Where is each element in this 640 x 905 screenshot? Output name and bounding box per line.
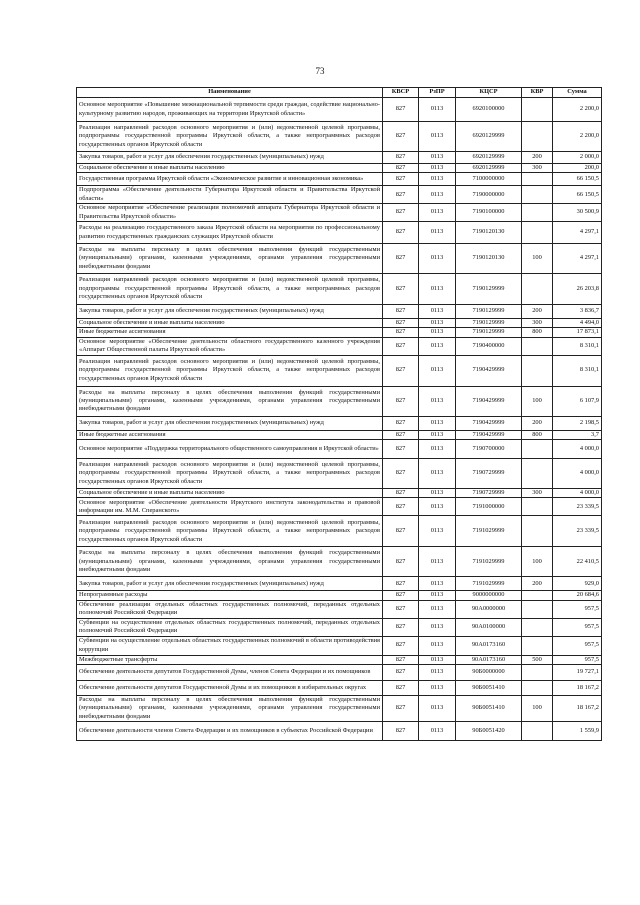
row-name: Основное мероприятие «Обеспечение реализации полномочий аппарата Губернатора Иркутской области и Правительства Иркутской области» [77,204,383,222]
row-kvr: 300 [522,164,553,173]
row-kvsr: 827 [383,152,419,164]
row-name: Межбюджетные трансферты [77,655,383,664]
row-kvr: 200 [522,305,553,319]
row-sum: 8 310,1 [553,337,602,355]
row-rzpr: 0113 [419,328,456,337]
row-kvsr: 827 [383,489,419,498]
row-kcsr: 7190129999 [456,274,522,305]
table-row [77,355,602,386]
row-rzpr: 0113 [419,386,456,416]
row-kvr: 800 [522,328,553,337]
header-rzpr: РзПР [419,88,456,98]
row-rzpr: 0113 [419,591,456,600]
row-sum: 1 559,9 [553,722,602,741]
row-kvr: 100 [522,244,553,274]
row-name: Расходы на выплаты персоналу в целях обеспечения выполнения функций государственными (муниципальными) органами, казенными учреждениями, органами управления государственными внебюджетными фондами [77,244,383,274]
row-rzpr: 0113 [419,680,456,695]
row-sum: 4 297,1 [553,244,602,274]
row-kvr: 300 [522,319,553,328]
row-kvsr: 827 [383,547,419,577]
row-kcsr: 7100000000 [456,173,522,186]
row-kvsr: 827 [383,430,419,439]
row-kcsr: 90А0100000 [456,618,522,636]
row-kvr [522,440,553,459]
row-sum: 4 000,0 [553,440,602,459]
row-name: Расходы на выплаты персоналу в целях обеспечения выполнения функций государственными (муниципальными) органами, казенными учреждениями, органами управления государственными внебюджетными фондами [77,695,383,721]
row-name: Закупка товаров, работ и услуг для обеспечения государственных (муниципальных) нужд [77,152,383,164]
row-kvsr: 827 [383,173,419,186]
row-kvsr: 827 [383,498,419,516]
table-row [77,680,602,695]
row-name: Государственная программа Иркутской области «Экономическое развитие и инновационная экономика» [77,173,383,186]
row-kvsr: 827 [383,98,419,122]
row-kvsr: 827 [383,186,419,204]
row-kcsr: 9000000000 [456,591,522,600]
row-rzpr: 0113 [419,664,456,680]
row-kcsr: 90Б0000000 [456,664,522,680]
row-kvsr: 827 [383,274,419,305]
row-kcsr: 7190129999 [456,305,522,319]
table-row [77,618,602,636]
row-name: Субвенции на осуществление отдельных областных государственных полномочий, переданных отдельных полномочий Российской Федерации [77,618,383,636]
page-number: 73 [315,66,325,76]
table-row [77,498,602,516]
row-kvr [522,122,553,152]
table-row [77,328,602,337]
row-name: Основное мероприятие «Поддержка территориального общественного самоуправления в Иркутской области» [77,440,383,459]
row-name: Реализация направлений расходов основного мероприятия и (или) ведомственной целевой программы, подпрограммы государственной программы Иркутской области, а также непрограммных расходов государственных органов Иркутской области [77,122,383,152]
table-row [77,459,602,489]
row-kvsr: 827 [383,680,419,695]
row-rzpr: 0113 [419,695,456,721]
row-sum: 20 684,6 [553,591,602,600]
row-name: Реализация направлений расходов основного мероприятия и (или) ведомственной целевой программы, подпрограммы государственной программы Иркутской области, а также непрограммных расходов государственных органов Иркутской области [77,355,383,386]
row-kcsr: 7190100000 [456,204,522,222]
row-name: Основное мероприятие «Обеспечение деятельности Иркутского института законодательства и правовой информации им. М.М. Сперанского» [77,498,383,516]
row-rzpr: 0113 [419,122,456,152]
row-kvsr: 827 [383,222,419,244]
row-name: Основное мероприятие «Обеспечение деятельности областного государственного казенного учреждения «Аппарат Общественной палаты Иркутской области» [77,337,383,355]
row-kcsr: 7190729999 [456,459,522,489]
row-rzpr: 0113 [419,459,456,489]
row-kvr [522,222,553,244]
row-rzpr: 0113 [419,186,456,204]
row-kvsr: 827 [383,459,419,489]
table-row [77,600,602,618]
table-row [77,244,602,274]
row-rzpr: 0113 [419,152,456,164]
row-kvsr: 827 [383,244,419,274]
row-kcsr: 7191029999 [456,516,522,547]
table-row [77,655,602,664]
row-rzpr: 0113 [419,164,456,173]
row-kvr [522,664,553,680]
row-sum: 2 200,0 [553,98,602,122]
row-kcsr: 6920129999 [456,164,522,173]
row-sum: 3 836,7 [553,305,602,319]
row-kvsr: 827 [383,328,419,337]
row-kcsr: 7190429999 [456,416,522,430]
row-name: Социальное обеспечение и иные выплаты населению [77,319,383,328]
row-kvr [522,516,553,547]
row-kcsr: 7191029999 [456,577,522,591]
row-sum: 2 200,0 [553,122,602,152]
row-kvsr: 827 [383,695,419,721]
row-rzpr: 0113 [419,319,456,328]
row-name: Реализация направлений расходов основного мероприятия и (или) ведомственной целевой программы, подпрограммы государственной программы Иркутской области, а также непрограммных расходов государственных органов Иркутской области [77,459,383,489]
table-row [77,337,602,355]
row-sum: 17 873,1 [553,328,602,337]
row-name: Расходы на реализацию государственного заказа Иркутской области на мероприятия по профессиональному развитию государственных гражданских служащих Иркутской области [77,222,383,244]
row-rzpr: 0113 [419,274,456,305]
row-name: Обеспечение деятельности членов Совета Федерации и их помощников в субъектах Российской Федерации [77,722,383,741]
row-kcsr: 7190000000 [456,186,522,204]
row-kvr: 200 [522,577,553,591]
row-rzpr: 0113 [419,305,456,319]
row-kvsr: 827 [383,355,419,386]
table-row [77,516,602,547]
row-sum: 23 339,5 [553,516,602,547]
row-kvsr: 827 [383,164,419,173]
row-kvr: 500 [522,655,553,664]
table-row [77,489,602,498]
row-kvr [522,498,553,516]
row-kvsr: 827 [383,319,419,328]
table-row [77,695,602,721]
row-kcsr: 90Б0051420 [456,722,522,741]
table-row [77,186,602,204]
row-kvsr: 827 [383,600,419,618]
table-row [77,636,602,655]
row-sum: 22 410,5 [553,547,602,577]
row-kvsr: 827 [383,440,419,459]
table-row [77,722,602,741]
header-kvsr: КВСР [383,88,419,98]
row-sum: 4 000,0 [553,459,602,489]
row-sum: 18 167,2 [553,680,602,695]
row-rzpr: 0113 [419,222,456,244]
row-name: Расходы на выплаты персоналу в целях обеспечения выполнения функций государственными (муниципальными) органами, казенными учреждениями, органами управления государственными внебюджетными фондами [77,386,383,416]
table-row [77,416,602,430]
row-kvsr: 827 [383,337,419,355]
row-kvsr: 827 [383,416,419,430]
row-kcsr: 6920129999 [456,122,522,152]
row-kvsr: 827 [383,516,419,547]
row-kvr [522,98,553,122]
row-kvr: 100 [522,386,553,416]
row-kcsr: 7190129999 [456,328,522,337]
row-sum: 19 727,1 [553,664,602,680]
row-kcsr: 6920129999 [456,152,522,164]
row-sum: 30 500,9 [553,204,602,222]
table-body [77,98,602,741]
table-row [77,440,602,459]
row-rzpr: 0113 [419,600,456,618]
table-row [77,204,602,222]
row-rzpr: 0113 [419,173,456,186]
row-sum: 4 000,0 [553,489,602,498]
header-name: Наименование [77,88,383,98]
row-kcsr: 7190129999 [456,319,522,328]
row-name: Закупка товаров, работ и услуг для обеспечения государственных (муниципальных) нужд [77,305,383,319]
table-row [77,591,602,600]
row-kvr: 100 [522,547,553,577]
table-header-row [77,88,602,98]
table-row [77,222,602,244]
row-rzpr: 0113 [419,636,456,655]
row-kcsr: 7190429999 [456,430,522,439]
table-row [77,274,602,305]
row-rzpr: 0113 [419,722,456,741]
row-kvsr: 827 [383,636,419,655]
row-kvsr: 827 [383,722,419,741]
row-sum: 957,5 [553,655,602,664]
row-kvr [522,355,553,386]
row-rzpr: 0113 [419,655,456,664]
row-sum: 26 203,8 [553,274,602,305]
header-kcsr: КЦСР [456,88,522,98]
row-sum: 957,5 [553,618,602,636]
row-kvr [522,337,553,355]
row-kvr [522,722,553,741]
row-kcsr: 90А0000000 [456,600,522,618]
row-rzpr: 0113 [419,440,456,459]
row-sum: 2 198,5 [553,416,602,430]
table-row [77,305,602,319]
row-sum: 929,0 [553,577,602,591]
row-kvr [522,186,553,204]
row-sum: 957,5 [553,600,602,618]
row-kvr: 800 [522,430,553,439]
row-kvr [522,459,553,489]
table-row [77,577,602,591]
row-rzpr: 0113 [419,547,456,577]
row-rzpr: 0113 [419,416,456,430]
row-name: Подпрограмма «Обеспечение деятельности Губернатора Иркутской области и Правительства Иркутской области» [77,186,383,204]
row-kvr: 200 [522,152,553,164]
row-kvr [522,618,553,636]
row-rzpr: 0113 [419,577,456,591]
row-kcsr: 7190120130 [456,244,522,274]
row-sum: 4 297,1 [553,222,602,244]
row-kcsr: 7190429999 [456,355,522,386]
row-name: Реализация направлений расходов основного мероприятия и (или) ведомственной целевой программы, подпрограммы государственной программы Иркутской области, а также непрограммных расходов государственных органов Иркутской области [77,516,383,547]
row-rzpr: 0113 [419,489,456,498]
row-name: Непрограммные расходы [77,591,383,600]
row-name: Обеспечение деятельности депутатов Государственной Думы, членов Совета Федерации и их помощников [77,664,383,680]
row-kvsr: 827 [383,664,419,680]
row-sum: 200,0 [553,164,602,173]
row-rzpr: 0113 [419,516,456,547]
table-row [77,173,602,186]
row-name: Субвенции на осуществление отдельных областных государственных полномочий в области противодействия коррупции [77,636,383,655]
row-sum: 2 000,0 [553,152,602,164]
row-name: Иные бюджетные ассигнования [77,328,383,337]
row-kcsr: 7190729999 [456,489,522,498]
row-kvr [522,680,553,695]
row-rzpr: 0113 [419,355,456,386]
row-sum: 18 167,2 [553,695,602,721]
row-kcsr: 7190700000 [456,440,522,459]
row-name: Социальное обеспечение и иные выплаты населению [77,164,383,173]
budget-table [76,87,602,741]
row-rzpr: 0113 [419,618,456,636]
row-kcsr: 7191000000 [456,498,522,516]
table-row [77,430,602,439]
row-kvsr: 827 [383,204,419,222]
row-name: Иные бюджетные ассигнования [77,430,383,439]
row-sum: 6 107,9 [553,386,602,416]
row-kvsr: 827 [383,122,419,152]
row-name: Социальное обеспечение и иные выплаты населению [77,489,383,498]
row-kvr: 100 [522,695,553,721]
row-kvsr: 827 [383,618,419,636]
row-kvr: 300 [522,489,553,498]
row-kvr: 200 [522,416,553,430]
row-kvr [522,204,553,222]
row-sum: 957,5 [553,636,602,655]
row-kcsr: 7190400000 [456,337,522,355]
row-kcsr: 90Б0051410 [456,680,522,695]
row-sum: 3,7 [553,430,602,439]
table-row [77,547,602,577]
row-kcsr: 6920100000 [456,98,522,122]
row-sum: 66 150,5 [553,173,602,186]
row-name: Закупка товаров, работ и услуг для обеспечения государственных (муниципальных) нужд [77,416,383,430]
row-kcsr: 90А0173160 [456,636,522,655]
row-rzpr: 0113 [419,498,456,516]
row-sum: 66 150,5 [553,186,602,204]
row-name: Реализация направлений расходов основного мероприятия и (или) ведомственной целевой программы, подпрограммы государственной программы Иркутской области, а также непрограммных расходов государственных органов Иркутской области [77,274,383,305]
table-row [77,319,602,328]
row-kvsr: 827 [383,655,419,664]
row-sum: 4 494,0 [553,319,602,328]
row-kcsr: 90А0173160 [456,655,522,664]
row-kvr [522,636,553,655]
row-kcsr: 7190120130 [456,222,522,244]
row-kvr [522,600,553,618]
row-rzpr: 0113 [419,244,456,274]
row-kcsr: 7190429999 [456,386,522,416]
row-rzpr: 0113 [419,204,456,222]
row-kcsr: 90Б0051410 [456,695,522,721]
row-name: Обеспечение реализации отдельных областных государственных полномочий, переданных отдельных полномочий Российской Федерации [77,600,383,618]
row-kvsr: 827 [383,591,419,600]
row-rzpr: 0113 [419,430,456,439]
header-kvr: КВР [522,88,553,98]
row-name: Закупка товаров, работ и услуг для обеспечения государственных (муниципальных) нужд [77,577,383,591]
row-rzpr: 0113 [419,98,456,122]
row-kvr [522,591,553,600]
row-kcsr: 7191029999 [456,547,522,577]
table-row [77,98,602,122]
row-name: Основное мероприятие «Повышение межнациональной терпимости среди граждан, содействие национально-культурному развитию народов, проживающих на территории Иркутской области» [77,98,383,122]
table-row [77,164,602,173]
row-sum: 23 339,5 [553,498,602,516]
row-name: Расходы на выплаты персоналу в целях обеспечения выполнения функций государственными (муниципальными) органами, казенными учреждениями, органами управления государственными внебюджетными фондами [77,547,383,577]
row-sum: 8 310,1 [553,355,602,386]
row-kvsr: 827 [383,305,419,319]
table-row [77,386,602,416]
row-kvsr: 827 [383,386,419,416]
table-row [77,122,602,152]
row-name: Обеспечение деятельности депутатов Государственной Думы и их помощников в избирательных округах [77,680,383,695]
table-row [77,664,602,680]
row-kvr [522,173,553,186]
header-sum: Сумма [553,88,602,98]
row-rzpr: 0113 [419,337,456,355]
table-row [77,152,602,164]
row-kvsr: 827 [383,577,419,591]
row-kvr [522,274,553,305]
